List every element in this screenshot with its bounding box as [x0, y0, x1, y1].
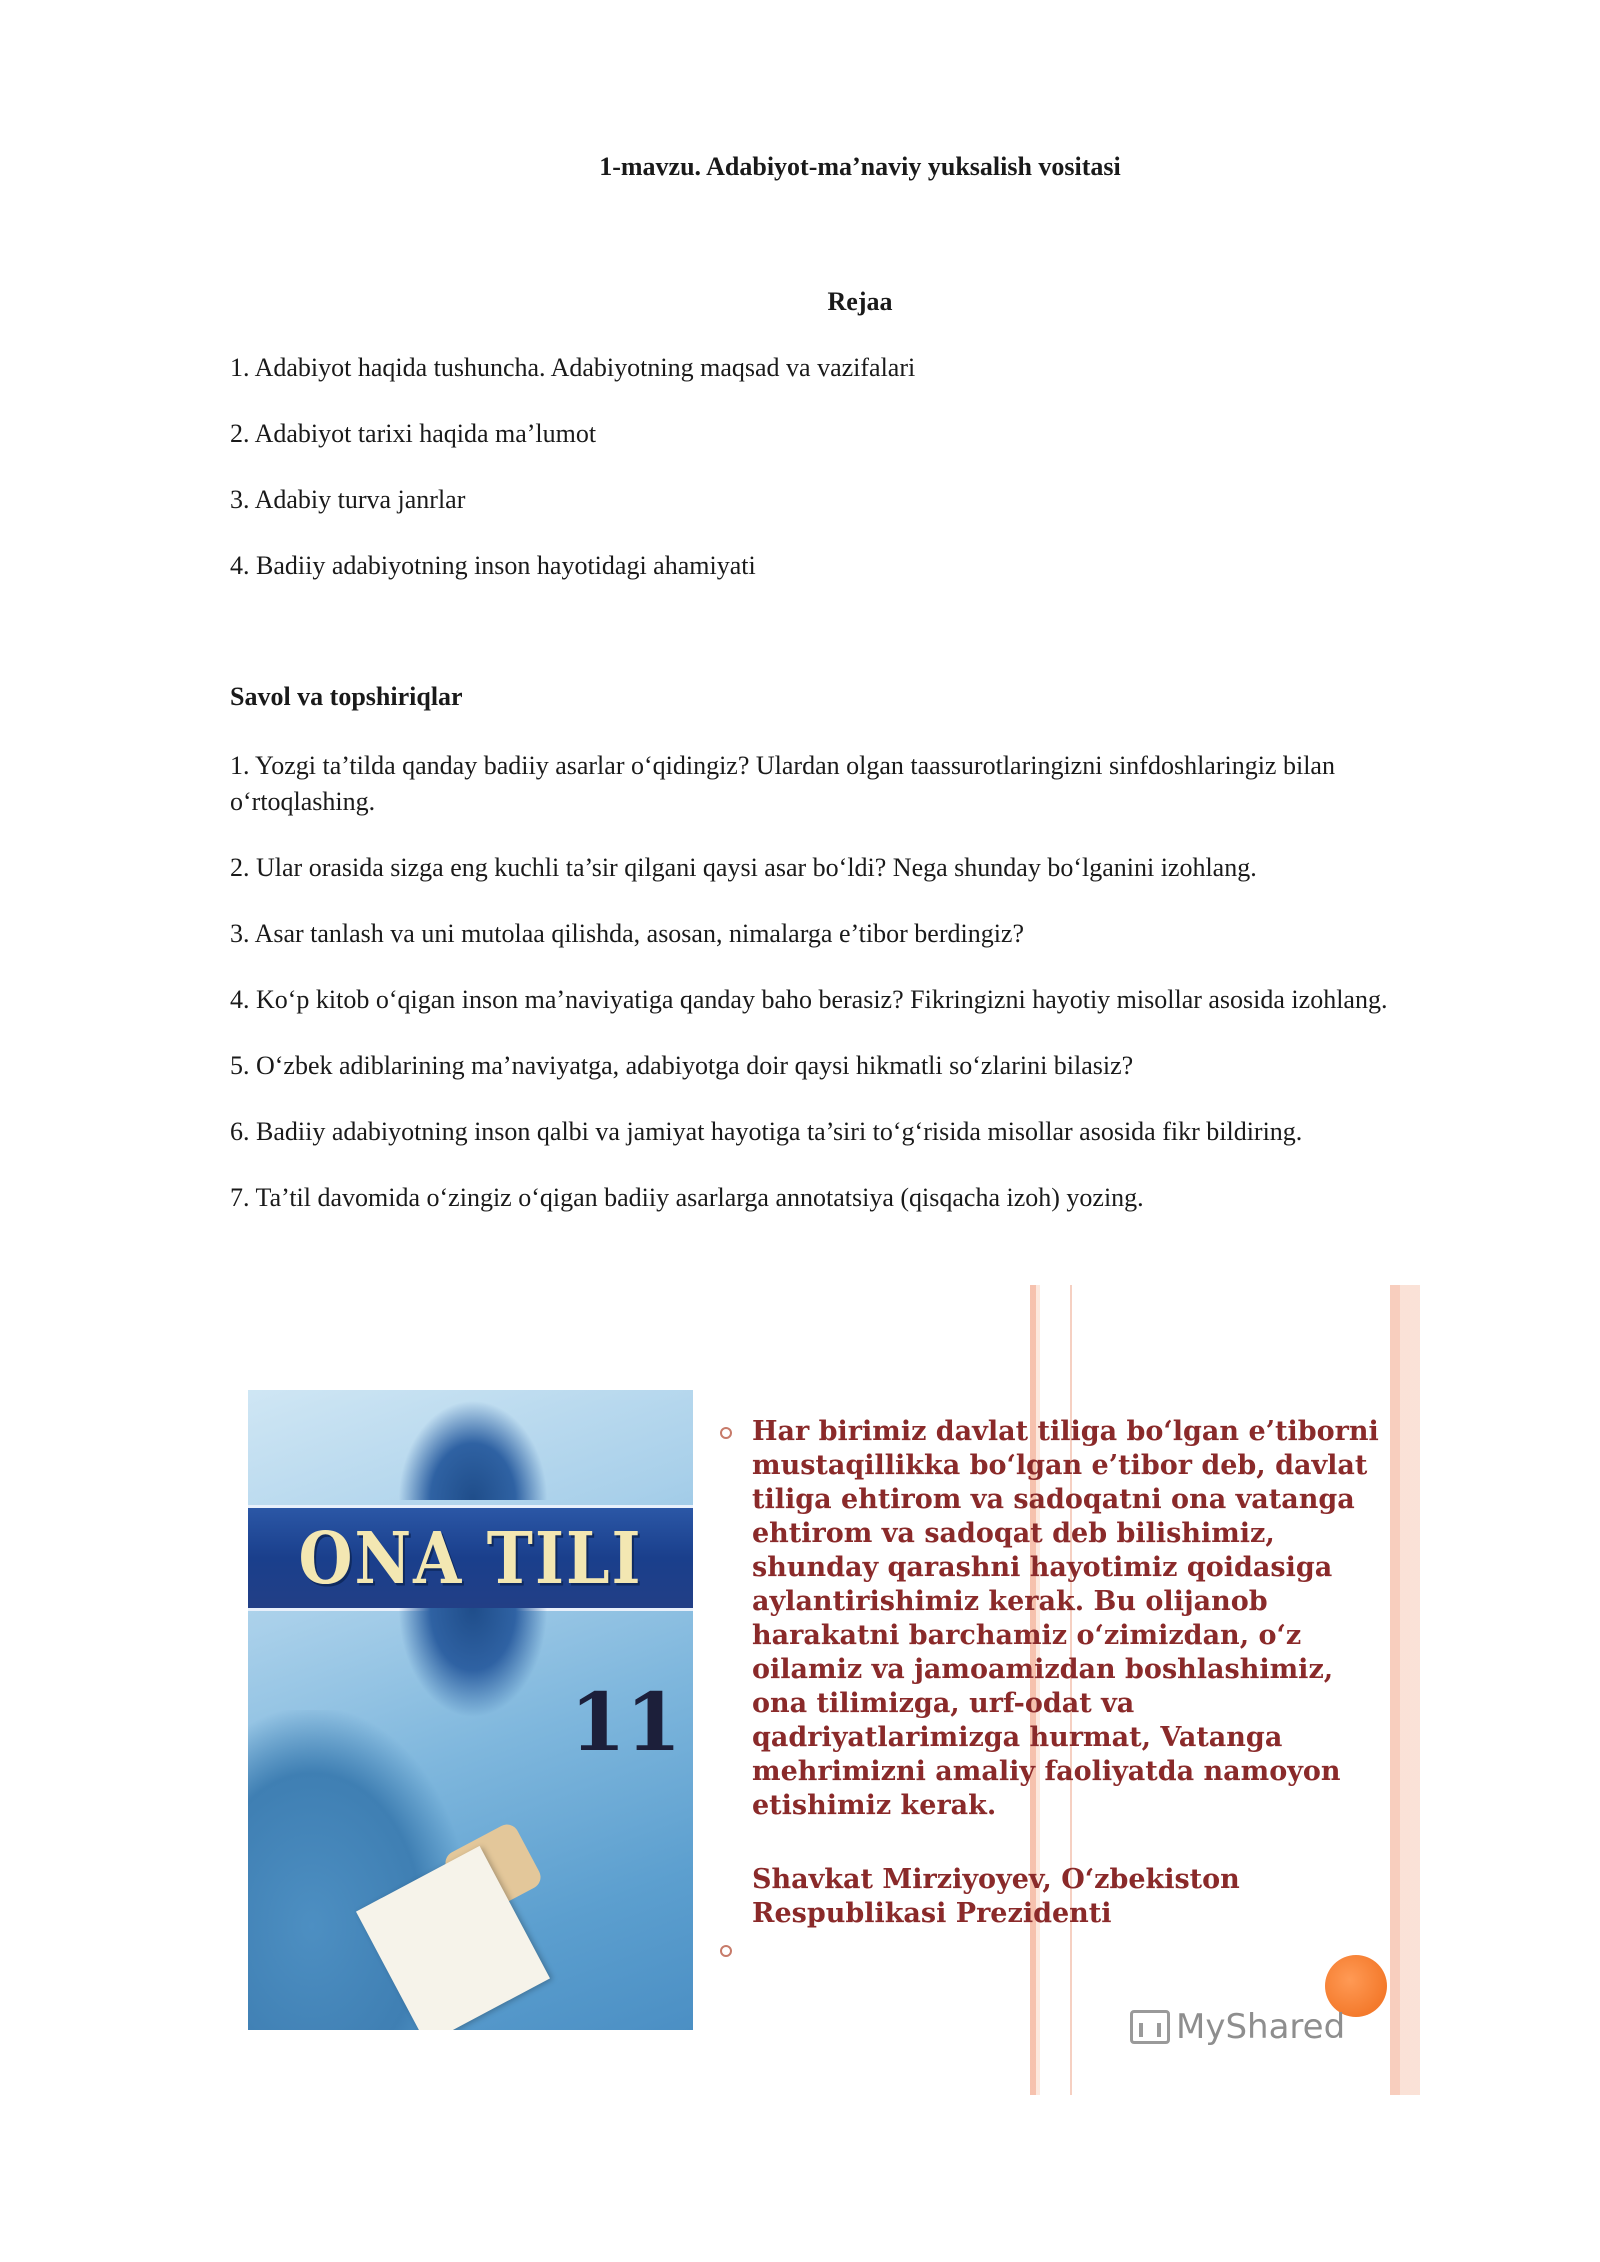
question-item: 1. Yozgi ta’tilda qanday badiiy asarlar o‘qidingiz? Ulardan olgan taassurotlaringizni sinfdoshlaringiz bilan o‘rtoqlashing. [230, 751, 1335, 816]
plan-item: 2. Adabiyot tarixi haqida ma’lumot [230, 419, 597, 448]
watermark [1130, 2007, 1345, 2047]
plan-item: 3. Adabiy turva janrlar [230, 485, 466, 514]
page-title: 1-mavzu. Adabiyot-ma’naviy yuksalish vositasi [599, 152, 1121, 181]
quote-block [720, 1415, 1380, 1931]
question-item: 3. Asar tanlash va uni mutolaa qilishda, asosan, nimalarga e’tibor berdingiz? [230, 919, 1025, 948]
plan-item: 4. Badiiy adabiyotning inson hayotidagi ahamiyati [230, 551, 756, 580]
ornament-icon [398, 1608, 548, 1718]
book-cover [248, 1390, 693, 2030]
question-item: 7. Ta’til davomida o‘zingiz o‘qigan badiiy asarlarga annotatsiya (qisqacha izoh) yozing. [230, 1183, 1144, 1212]
book-grade: 11 [570, 1675, 682, 1769]
book-title-band [248, 1505, 693, 1611]
watermark-text: MyShared [1176, 2007, 1346, 2047]
questions-heading: Savol va topshiriqlar [230, 682, 463, 711]
plan-heading: Rejaa [827, 287, 893, 316]
bullet-icon [720, 1945, 732, 1957]
plan-item: 1. Adabiyot haqida tushuncha. Adabiyotning maqsad va vazifalari [230, 353, 916, 382]
questions-list [230, 748, 1470, 1246]
ornament-icon [398, 1400, 548, 1500]
quote-text: Har birimiz davlat tiliga bo‘lgan e’tiborni mustaqillikka bo‘lgan e’tibor deb, davlat tiliga ehtirom va sadoqatni ona vatanga ehtirom va sadoqat deb bilishimiz, shunday qarashni hayotimiz qoidasiga aylantirishimiz kerak. Bu olijanob harakatni barchamiz o‘zimizdan, o‘z oilamiz va jamoamizdan boshlashimiz, ona tilimizga, urf-odat va qadriyatlarimizga hurmat, Vatanga mehrimizni amaliy faoliyatda namoyon etishimiz kerak. [752, 1416, 1379, 1821]
question-item: 4. Ko‘p kitob o‘qigan inson ma’naviyatiga qanday baho berasiz? Fikringizni hayotiy misollar asosida izohlang. [230, 985, 1388, 1014]
book-title: ONA TILI [298, 1516, 643, 1600]
plan-list [230, 350, 1470, 614]
quote-author: Shavkat Mirziyoyev, O‘zbekiston Respublikasi Prezidenti [752, 1864, 1240, 1929]
myshared-logo-icon [1130, 2010, 1170, 2044]
illustration [230, 1285, 1420, 2095]
question-item: 2. Ular orasida sizga eng kuchli ta’sir qilgani qaysi asar bo‘ldi? Nega shunday bo‘lganini izohlang. [230, 853, 1257, 882]
bullet-icon [720, 1427, 732, 1439]
question-item: 6. Badiiy adabiyotning inson qalbi va jamiyat hayotiga ta’siri to‘g‘risida misollar asosida fikr bildiring. [230, 1117, 1303, 1146]
question-item: 5. O‘zbek adiblarining ma’naviyatga, adabiyotga doir qaysi hikmatli so‘zlarini bilasiz? [230, 1051, 1134, 1080]
